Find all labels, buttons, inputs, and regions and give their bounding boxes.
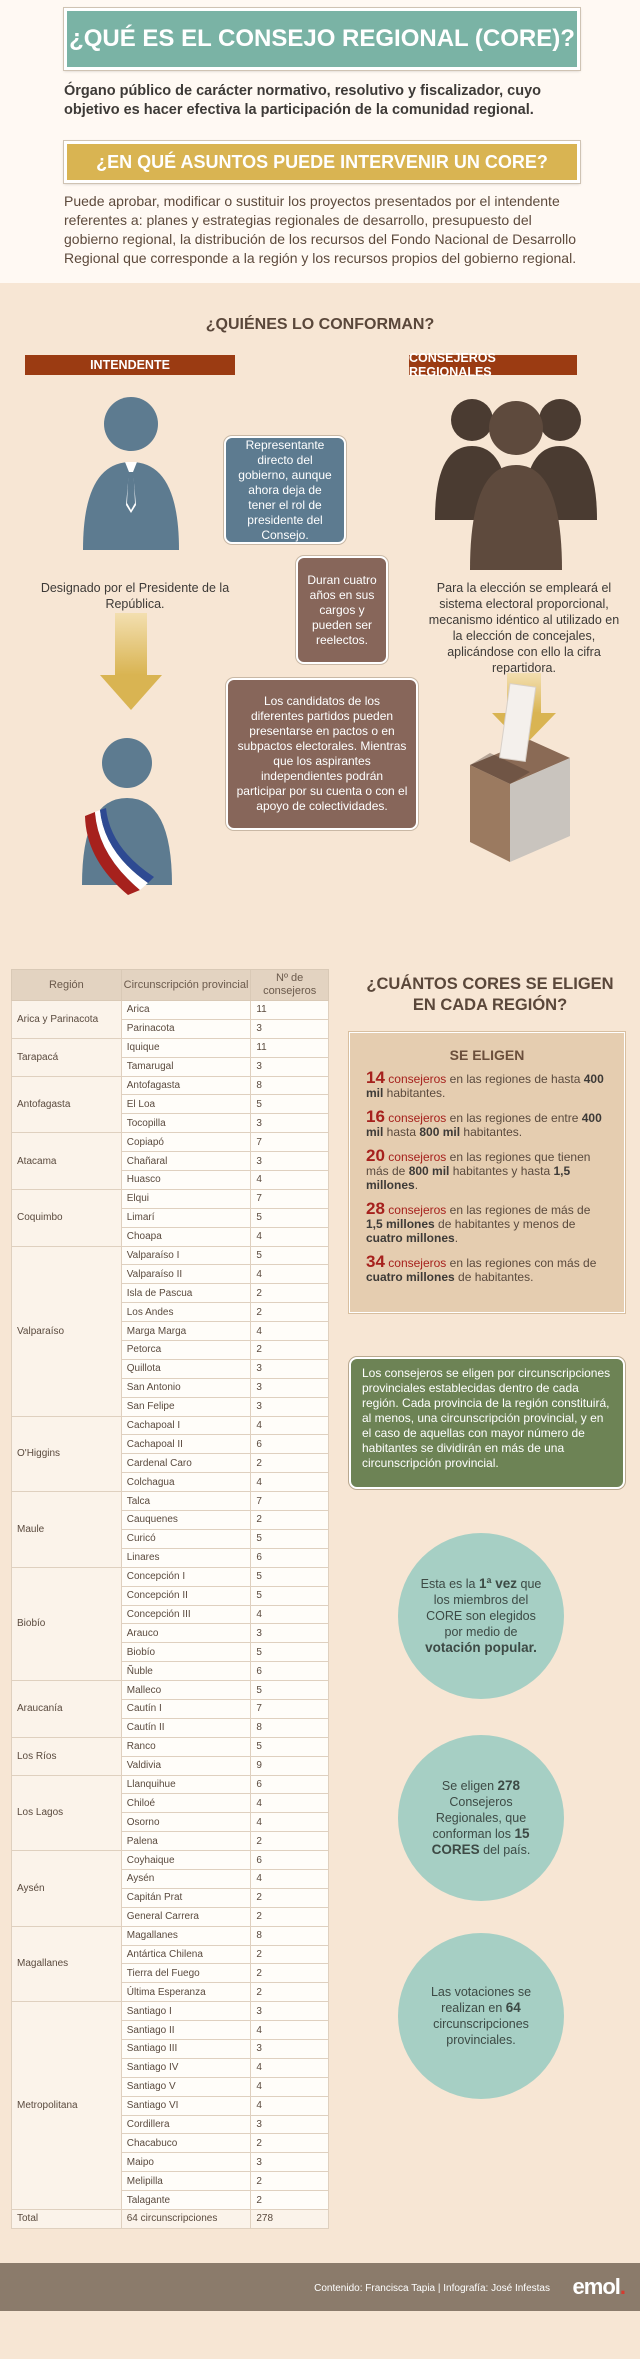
table-row: [12, 2002, 329, 2021]
text-segment: en las regiones de entre: [449, 1111, 582, 1125]
consejeros-cell: 4: [251, 1473, 329, 1492]
circunscripcion-cell: Parinacota: [121, 1019, 251, 1038]
text-segment: consejeros: [388, 1203, 447, 1217]
consejeros-cell: 2: [251, 1511, 329, 1530]
text-segment: votación popular.: [425, 1640, 537, 1655]
circunscripcion-cell: Los Andes: [121, 1303, 251, 1322]
text-segment: .: [414, 1178, 419, 1192]
consejeros-cell: 6: [251, 1775, 329, 1794]
consejeros-cell: 6: [251, 1662, 329, 1681]
president-sash-icon: [82, 738, 172, 895]
table-row: [12, 1038, 329, 1057]
table-row: [12, 1567, 329, 1586]
text-segment: 20: [366, 1146, 385, 1165]
text-segment: circunscripciones provinciales.: [433, 2017, 529, 2047]
cuantos-title: ¿CUÁNTOS CORES SE ELIGEN EN CADA REGIÓN?: [366, 975, 614, 1014]
se-eligen-item: [366, 1199, 608, 1245]
region-cell: Metropolitana: [12, 2002, 122, 2210]
consejeros-cell: 2: [251, 2191, 329, 2210]
quienes-title: ¿QUIÉNES LO CONFORMAN?: [205, 316, 435, 333]
table-row: [12, 1189, 329, 1208]
total-consejeros-circle: [398, 1735, 564, 1901]
table-row: [12, 1416, 329, 1435]
intendente-ribbon: INTENDENTE: [25, 355, 235, 375]
consejeros-cell: 3: [251, 2039, 329, 2058]
text-segment: .: [454, 1231, 459, 1245]
consejeros-cell: 2: [251, 1284, 329, 1303]
text-segment: 1ª vez: [479, 1576, 518, 1591]
region-cell: Valparaíso: [12, 1246, 122, 1416]
consejeros-cell: 4: [251, 2077, 329, 2096]
consejeros-cell: 11: [251, 1038, 329, 1057]
region-cell: Atacama: [12, 1133, 122, 1190]
consejeros-cell: 3: [251, 2002, 329, 2021]
consejeros-cell: 4: [251, 2058, 329, 2077]
circunscripcion-cell: Antofagasta: [121, 1076, 251, 1095]
circunscripcion-cell: Tierra del Fuego: [121, 1964, 251, 1983]
consejeros-cell: 4: [251, 1322, 329, 1341]
text-segment: consejeros: [388, 1111, 447, 1125]
text-segment: habitantes.: [460, 1125, 523, 1139]
region-cell: Antofagasta: [12, 1076, 122, 1133]
candidatos-bubble: Los candidatos de los diferentes partidos pueden presentarse en pactos o en subpactos electorales. Mientras que los aspirantes independientes podrán participar por su cuenta o con el apoyo de colectividades.: [226, 678, 418, 830]
consejeros-cell: 2: [251, 1454, 329, 1473]
consejeros-cell: 4: [251, 1813, 329, 1832]
consejeros-cell: 2: [251, 1341, 329, 1360]
text-segment: consejeros: [388, 1150, 447, 1164]
circunscripcion-cell: Tamarugal: [121, 1057, 251, 1076]
consejeros-cell: 4: [251, 1869, 329, 1888]
consejeros-cell: 2: [251, 1888, 329, 1907]
text-segment: 800 mil: [408, 1164, 450, 1178]
consejeros-cell: 4: [251, 1605, 329, 1624]
circunscripciones-note: Los consejeros se eligen por circunscripciones provinciales establecidas dentro de cada región. Cada provincia de la región constituirá, al menos, una circunscripción provincial, y en el caso de aquellas con mayor número de habitantes se dividirán en más de una circunscripción provincial.: [349, 1357, 625, 1489]
region-cell: Araucanía: [12, 1681, 122, 1738]
consejeros-cell: 4: [251, 1794, 329, 1813]
consejeros-cell: 4: [251, 1416, 329, 1435]
circunscripcion-cell: El Loa: [121, 1095, 251, 1114]
circunscripcion-cell: Ñuble: [121, 1662, 251, 1681]
circunscripcion-cell: Coyhaique: [121, 1851, 251, 1870]
column-header: Región: [12, 970, 122, 1001]
circunscripcion-cell: Última Esperanza: [121, 1983, 251, 2002]
circunscripcion-cell: Concepción II: [121, 1586, 251, 1605]
consejeros-cell: 7: [251, 1133, 329, 1152]
se-eligen-item: [366, 1146, 608, 1192]
circunscripcion-cell: San Felipe: [121, 1397, 251, 1416]
text-segment: en las regiones con más de: [449, 1256, 597, 1270]
circunscripcion-cell: Cautín I: [121, 1699, 251, 1718]
se-eligen-heading: SE ELIGEN: [449, 1047, 525, 1063]
text-segment: en las regiones de hasta: [449, 1072, 584, 1086]
region-cell: Aysén: [12, 1851, 122, 1927]
text-segment: 64: [505, 2000, 521, 2015]
footer: [0, 2263, 640, 2311]
text-segment: hasta: [383, 1125, 420, 1139]
text-segment: Esta es la: [420, 1577, 479, 1591]
circunscripcion-cell: Quillota: [121, 1359, 251, 1378]
arrow-down-icon: [100, 613, 162, 710]
circunscripcion-cell: Talagante: [121, 2191, 251, 2210]
consejeros-cell: 3: [251, 2115, 329, 2134]
subtitle-text: Puede aprobar, modificar o sustituir los proyectos presentados por el intendente referentes a: planes y estrategias regionales de desarrollo, presupuesto del gobierno regional, la distribución de los recursos del Fondo Nacional de Desarrollo Regional que corresponde a la región y los recursos propios del gobierno regional.: [64, 193, 577, 266]
text-segment: Consejeros Regionales, que conforman los: [432, 1795, 527, 1841]
column-header: Circunscripción provincial: [121, 970, 251, 1001]
emol-logo[interactable]: [573, 2274, 625, 2300]
text-segment: 400 mil: [366, 1072, 604, 1100]
consejeros-cell: 8: [251, 1076, 329, 1095]
region-cell: Magallanes: [12, 1926, 122, 2002]
circunscripcion-cell: Cachapoal II: [121, 1435, 251, 1454]
page-title: ¿QUÉ ES EL CONSEJO REGIONAL (CORE)?: [64, 8, 580, 70]
consejeros-cell: 5: [251, 1681, 329, 1700]
circunscripcion-cell: Capitán Prat: [121, 1888, 251, 1907]
table-row: [12, 1681, 329, 1700]
total-consejeros-text: [420, 1778, 542, 1858]
text-segment: 16: [366, 1107, 385, 1126]
text-segment: Las votaciones se realizan en: [430, 1985, 532, 2015]
region-cell: Los Lagos: [12, 1775, 122, 1851]
eleccion-caption: Para la elección se empleará el sistema electoral proporcional, mecanismo idéntico al utilizado en la elección de concejales, aplicándose con ello la cifra repartidora.: [428, 581, 620, 675]
circunscripcion-cell: Huasco: [121, 1171, 251, 1190]
designado-caption: Designado por el Presidente de la República.: [40, 581, 230, 611]
text-segment: en las regiones que tienen más de: [366, 1150, 591, 1178]
table-row: [12, 1851, 329, 1870]
circunscripcion-cell: Cordillera: [121, 2115, 251, 2134]
consejeros-cell: 5: [251, 1246, 329, 1265]
consejeros-cell: 8: [251, 1718, 329, 1737]
primera-vez-circle: [398, 1533, 564, 1699]
circunscripcion-cell: Arauco: [121, 1624, 251, 1643]
consejeros-cell: 3: [251, 1057, 329, 1076]
text-segment: en las regiones de más de: [449, 1203, 591, 1217]
text-segment: del país.: [479, 1843, 531, 1857]
votaciones-circle: [398, 1933, 564, 2099]
consejeros-cell: 6: [251, 1435, 329, 1454]
text-segment: que los miembros del CORE son elegidos por medio de: [426, 1577, 542, 1639]
representante-bubble: Representante directo del gobierno, aunque ahora deja de tener el rol de presidente del Consejo.: [224, 436, 346, 544]
text-segment: 1,5 millones: [366, 1217, 435, 1231]
se-eligen-item: [366, 1107, 608, 1139]
consejeros-cell: 7: [251, 1189, 329, 1208]
consejeros-cell: 3: [251, 1397, 329, 1416]
circunscripcion-cell: Cauquenes: [121, 1511, 251, 1530]
consejeros-cell: 3: [251, 1624, 329, 1643]
region-cell: Arica y Parinacota: [12, 1001, 122, 1039]
consejeros-cell: 2: [251, 1983, 329, 2002]
circunscripcion-cell: Cardenal Caro: [121, 1454, 251, 1473]
consejeros-cell: 2: [251, 1832, 329, 1851]
primera-vez-text: [420, 1576, 542, 1656]
consejeros-cell: 2: [251, 1945, 329, 1964]
subtitle-banner: ¿EN QUÉ ASUNTOS PUEDE INTERVENIR UN CORE?: [64, 141, 580, 183]
consejeros-table: [11, 969, 329, 2229]
intendente-icon: [83, 397, 179, 550]
consejeros-cell: 3: [251, 1114, 329, 1133]
circunscripcion-cell: Biobío: [121, 1643, 251, 1662]
region-cell: Los Ríos: [12, 1737, 122, 1775]
circunscripcion-cell: Santiago IV: [121, 2058, 251, 2077]
circunscripcion-cell: Tocopilla: [121, 1114, 251, 1133]
circunscripcion-cell: Santiago VI: [121, 2096, 251, 2115]
se-eligen-box: [349, 1032, 625, 1313]
circunscripcion-cell: Elqui: [121, 1189, 251, 1208]
consejeros-cell: 8: [251, 1926, 329, 1945]
table-row: [12, 1076, 329, 1095]
se-eligen-item: [366, 1252, 608, 1284]
text-segment: 34: [366, 1252, 385, 1271]
consejeros-cell: 4: [251, 2021, 329, 2040]
consejeros-ribbon: CONSEJEROS REGIONALES: [409, 355, 577, 375]
circunscripcion-cell: Santiago V: [121, 2077, 251, 2096]
text-segment: 15 CORES: [431, 1826, 530, 1857]
consejeros-cell: 3: [251, 1152, 329, 1171]
circunscripcion-cell: Antártica Chilena: [121, 1945, 251, 1964]
consejeros-cell: 3: [251, 1359, 329, 1378]
text-segment: 1,5 millones: [366, 1164, 571, 1192]
consejeros-cell: 2: [251, 1907, 329, 1926]
circunscripcion-cell: Ranco: [121, 1737, 251, 1756]
logo-dot: .: [619, 2274, 625, 2299]
total-label: Total: [12, 2210, 122, 2229]
circunscripcion-cell: Magallanes: [121, 1926, 251, 1945]
circunscripcion-cell: Malleco: [121, 1681, 251, 1700]
table-header-row: [12, 970, 329, 1001]
circunscripcion-cell: Linares: [121, 1548, 251, 1567]
text-segment: consejeros: [388, 1256, 447, 1270]
consejeros-cell: 3: [251, 1378, 329, 1397]
circunscripcion-cell: Santiago I: [121, 2002, 251, 2021]
se-eligen-list: [366, 1068, 608, 1284]
table-row: [12, 1926, 329, 1945]
table-row: [12, 1246, 329, 1265]
consejeros-cell: 4: [251, 1171, 329, 1190]
circunscripcion-cell: Valparaíso II: [121, 1265, 251, 1284]
circunscripcion-cell: Copiapó: [121, 1133, 251, 1152]
text-segment: 400 mil: [366, 1111, 602, 1139]
consejeros-cell: 2: [251, 2172, 329, 2191]
consejeros-cell: 5: [251, 1737, 329, 1756]
region-cell: Coquimbo: [12, 1189, 122, 1246]
circunscripcion-cell: Chacabuco: [121, 2134, 251, 2153]
circunscripcion-cell: Iquique: [121, 1038, 251, 1057]
consejeros-group-icon: [435, 399, 597, 570]
column-header: Nº de consejeros: [251, 970, 329, 1001]
consejeros-cell: 3: [251, 2153, 329, 2172]
total-count: 278: [251, 2210, 329, 2229]
consejeros-cell: 2: [251, 1964, 329, 1983]
circunscripcion-cell: Osorno: [121, 1813, 251, 1832]
circunscripcion-cell: Choapa: [121, 1227, 251, 1246]
total-circ: 64 circunscripciones: [121, 2210, 251, 2229]
consejeros-cell: 2: [251, 1303, 329, 1322]
top-section: [0, 0, 640, 283]
se-eligen-item: [366, 1068, 608, 1100]
text-segment: habitantes y hasta: [449, 1164, 554, 1178]
credits: Contenido: Francisca Tapia | Infografía: José Infestas: [314, 2283, 550, 2294]
circunscripcion-cell: Santiago II: [121, 2021, 251, 2040]
consejeros-cell: 9: [251, 1756, 329, 1775]
consejeros-cell: 2: [251, 2134, 329, 2153]
circunscripcion-cell: General Carrera: [121, 1907, 251, 1926]
circunscripcion-cell: Chiloé: [121, 1794, 251, 1813]
circunscripcion-cell: Cautín II: [121, 1718, 251, 1737]
region-cell: Biobío: [12, 1567, 122, 1680]
text-segment: de habitantes.: [454, 1270, 534, 1284]
table-total-row: [12, 2210, 329, 2229]
circunscripcion-cell: Melipilla: [121, 2172, 251, 2191]
consejeros-cell: 6: [251, 1851, 329, 1870]
text-segment: Se eligen: [441, 1779, 498, 1793]
circunscripcion-cell: Cachapoal I: [121, 1416, 251, 1435]
text-segment: consejeros: [388, 1072, 447, 1086]
region-cell: Maule: [12, 1492, 122, 1568]
circunscripcion-cell: Llanquihue: [121, 1775, 251, 1794]
consejeros-cell: 5: [251, 1095, 329, 1114]
circunscripcion-cell: Palena: [121, 1832, 251, 1851]
circunscripcion-cell: Marga Marga: [121, 1322, 251, 1341]
text-segment: 278: [497, 1778, 521, 1793]
consejeros-cell: 5: [251, 1567, 329, 1586]
text-segment: habitantes.: [383, 1086, 446, 1100]
intro-text: Órgano público de carácter normativo, resolutivo y fiscalizador, cuyo objetivo es hacer efectiva la participación de la comunidad regional.: [64, 83, 542, 118]
region-cell: Tarapacá: [12, 1038, 122, 1076]
circunscripcion-cell: Aysén: [121, 1869, 251, 1888]
region-cell: O'Higgins: [12, 1416, 122, 1492]
consejeros-cell: 4: [251, 1227, 329, 1246]
votaciones-text: [420, 1984, 542, 2048]
circunscripcion-cell: Maipo: [121, 2153, 251, 2172]
text-segment: de habitantes y menos de: [434, 1217, 576, 1231]
ballot-box-icon: [470, 684, 570, 862]
table-row: [12, 1001, 329, 1020]
consejeros-cell: 5: [251, 1208, 329, 1227]
circunscripcion-cell: San Antonio: [121, 1378, 251, 1397]
consejeros-cell: 6: [251, 1548, 329, 1567]
text-segment: 14: [366, 1068, 385, 1087]
circunscripcion-cell: Arica: [121, 1001, 251, 1020]
text-segment: cuatro millones: [366, 1231, 455, 1245]
circunscripcion-cell: Isla de Pascua: [121, 1284, 251, 1303]
table-row: [12, 1492, 329, 1511]
consejeros-cell: 11: [251, 1001, 329, 1020]
table-row: [12, 1737, 329, 1756]
duran-bubble: Duran cuatro años en sus cargos y pueden ser reelectos.: [296, 556, 388, 664]
circunscripcion-cell: Colchagua: [121, 1473, 251, 1492]
circunscripcion-cell: Petorca: [121, 1341, 251, 1360]
consejeros-cell: 5: [251, 1586, 329, 1605]
consejeros-cell: 3: [251, 1019, 329, 1038]
text-segment: 28: [366, 1199, 385, 1218]
table-row: [12, 1133, 329, 1152]
circunscripcion-cell: Concepción I: [121, 1567, 251, 1586]
circunscripcion-cell: Concepción III: [121, 1605, 251, 1624]
circunscripcion-cell: Valparaíso I: [121, 1246, 251, 1265]
consejeros-cell: 5: [251, 1643, 329, 1662]
consejeros-cell: 4: [251, 1265, 329, 1284]
circunscripcion-cell: Valdivia: [121, 1756, 251, 1775]
circunscripcion-cell: Santiago III: [121, 2039, 251, 2058]
table-body: [12, 1001, 329, 2229]
text-segment: cuatro millones: [366, 1270, 455, 1284]
consejeros-cell: 7: [251, 1699, 329, 1718]
logo-text: emol: [572, 2274, 620, 2299]
circunscripcion-cell: Talca: [121, 1492, 251, 1511]
circunscripcion-cell: Limarí: [121, 1208, 251, 1227]
circunscripcion-cell: Chañaral: [121, 1152, 251, 1171]
consejeros-cell: 5: [251, 1529, 329, 1548]
circunscripcion-cell: Curicó: [121, 1529, 251, 1548]
table-row: [12, 1775, 329, 1794]
text-segment: 800 mil: [419, 1125, 461, 1139]
consejeros-cell: 7: [251, 1492, 329, 1511]
consejeros-cell: 4: [251, 2096, 329, 2115]
